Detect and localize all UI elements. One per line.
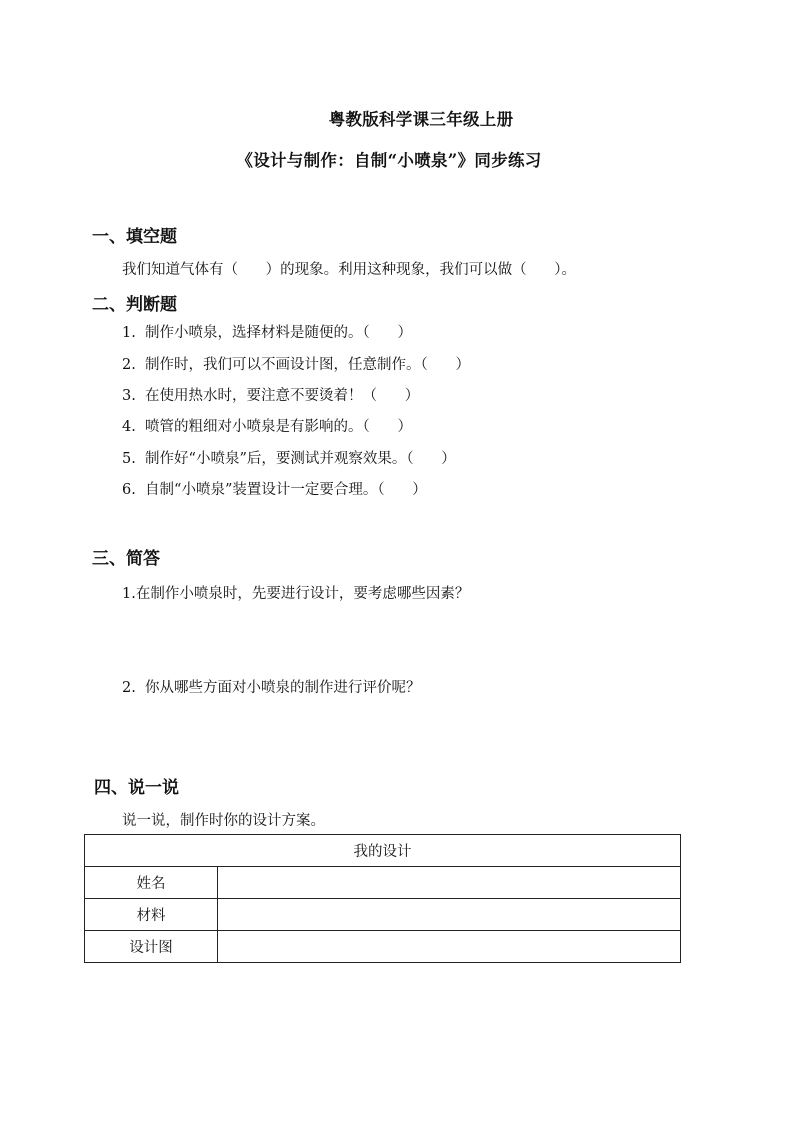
page-subtitle: 《设计与制作：自制“小喷泉”》同步练习: [236, 151, 542, 170]
short-question-2: 2. 你从哪些方面对小喷泉的制作进行评价呢？: [122, 680, 421, 696]
fill-question: 我们知道气体有（ ）的现象。利用这种现象，我们可以做（ ）。: [122, 262, 577, 278]
judge-item: 1. 制作小喷泉，选择材料是随便的。（ ）: [122, 325, 412, 341]
design-table-cell-name[interactable]: [218, 867, 681, 899]
section-heading-say: 四、说一说: [94, 778, 179, 798]
design-table-cell-materials[interactable]: [218, 899, 681, 931]
short-question-1: 1.在制作小喷泉时，先要进行设计，要考虑哪些因素？: [122, 586, 470, 602]
page-title: 粤教版科学课三年级上册: [328, 110, 514, 129]
design-table-header: 我的设计: [85, 835, 681, 867]
design-table-label-drawing: 设计图: [85, 931, 218, 963]
judge-item: 6. 自制“小喷泉”装置设计一定要合理。（ ）: [122, 482, 427, 498]
section-heading-judge: 二、判断题: [92, 295, 177, 315]
design-table: [84, 834, 681, 963]
say-prompt: 说一说，制作时你的设计方案。: [122, 813, 325, 829]
judge-item: 2. 制作时，我们可以不画设计图，任意制作。（ ）: [122, 357, 470, 373]
judge-item: 5. 制作好“小喷泉”后，要测试并观察效果。（ ）: [122, 451, 456, 467]
section-heading-short: 三、简答: [92, 549, 160, 569]
judge-item: 3. 在使用热水时，要注意不要烫着！（ ）: [122, 388, 420, 404]
design-table-cell-drawing[interactable]: [218, 931, 681, 963]
judge-item: 4. 喷管的粗细对小喷泉是有影响的。（ ）: [122, 419, 412, 435]
design-table-label-materials: 材料: [85, 899, 218, 931]
section-heading-fill: 一、填空题: [92, 227, 177, 247]
design-table-label-name: 姓名: [85, 867, 218, 899]
